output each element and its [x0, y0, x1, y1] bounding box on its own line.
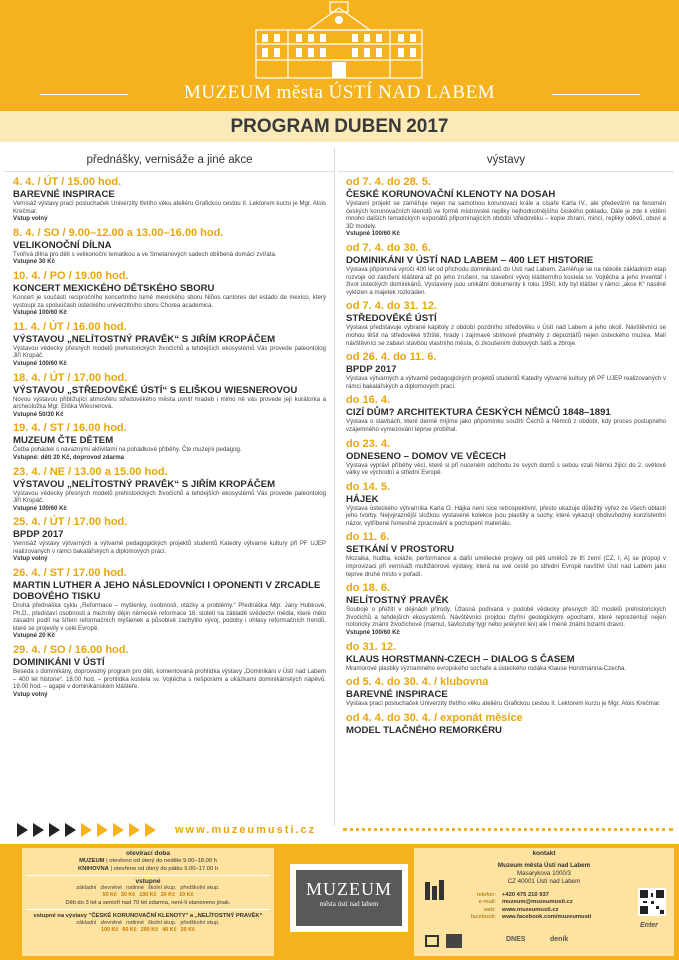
- hours-title: otevírací doba: [125, 850, 171, 857]
- contact-street: Masarykova 1000/3: [517, 870, 571, 877]
- hours-separator-2: [26, 909, 270, 910]
- right-item-desc: Mramorové plastiky významného evropského sochaře a ústeckého rodáka Klause Horstmanna-Czecha.: [346, 664, 627, 672]
- hours-library-text: | otevřeno od úterý do pátku 9.00–17.00 h: [110, 866, 219, 872]
- left-item-date: 25. 4. / ÚT / 17.00 hod.: [13, 516, 128, 529]
- left-item-note: Vstup volný: [13, 215, 48, 223]
- hours-museum-text: | otevřeno od úterý do neděle 9.00–18.00 h: [106, 858, 217, 864]
- right-item-date: do 14. 5.: [346, 480, 391, 493]
- left-item-note: Vstupné: děti 20 Kč, doprovod zdarma: [13, 453, 125, 461]
- opening-hours-box: [22, 848, 274, 956]
- right-item: [346, 712, 666, 736]
- left-item: [13, 270, 326, 317]
- price-label: školní skup.: [147, 920, 177, 926]
- right-item-desc: Výstava připomíná výročí 400 let od příchodu dominikánů do Ústí nad Labem. Zaměřuje se na několik základních etap rozvoje od založení kláštera až po jeho zrušení, na stavební vývoj klášterního kostela sv. Vojtěcha a jeho inventář i život ústeckých dominikánů. Vystaveny jsou unikátní dokumenty k roku 1950, kdy byl klášter v rámci „akce K“ násilně vyklizen a majetek rozkraden.: [346, 265, 666, 296]
- price-label: předškolní skup.: [180, 885, 220, 891]
- special-price-value: 40 Kč: [162, 927, 177, 933]
- contact-value[interactable]: www.muzeumusti.cz: [502, 906, 559, 913]
- contact-address: [414, 862, 674, 886]
- price-label: školní skup.: [147, 885, 177, 891]
- right-item: [346, 438, 666, 477]
- right-item-title: CIZÍ DŮM? ARCHITEKTURA ČESKÝCH NĚMCŮ 1848–1891: [346, 407, 611, 419]
- left-item-date: 10. 4. / PO / 19.00 hod.: [13, 269, 129, 282]
- left-item-date: 4. 4. / ÚT / 15.00 hod.: [13, 176, 122, 188]
- contact-values: [502, 892, 632, 922]
- right-item-desc: Výstava ústeckého výtvarníka Karla O. Hájka není sice retrospektivní, přesto ukazuje důležitý výřez ze všech oblastí jeho tvorby. Nejvýraznější složkou vystavené kolekce jsou plastiky a sochy, které vykazují obdivuhodný konzistentní názor, vytříbené řemeslné zpracování a pochopení materiálu.: [346, 504, 666, 527]
- contact-name: Muzeum města Ústí nad Labem: [497, 862, 591, 869]
- special-price-value: 200 Kč: [140, 927, 159, 933]
- left-item-note: Vstupné 50/30 Kč: [13, 410, 64, 418]
- right-item: [346, 481, 666, 528]
- price-value: 20 Kč: [160, 892, 176, 898]
- left-item-desc: Koncert je součástí recipročního koncertního turné mexického sboru Niños cantores del estado de mexico, který vystoupí za spoluúčasti ústeckého univerzitního sboru Chorea academica.: [13, 293, 326, 309]
- left-item-note: Vstupné 30 Kč: [13, 258, 55, 266]
- left-item: [13, 372, 326, 419]
- left-item-note: Vstupné 100/60 Kč: [13, 309, 67, 317]
- events-list: [5, 172, 334, 698]
- left-item-note: Vstupné 100/60 Kč: [13, 504, 67, 512]
- contact-city: CZ 40001 Ústí nad Labem: [507, 878, 581, 885]
- contact-value[interactable]: www.facebook.com/muzeumusti: [502, 914, 592, 921]
- contact-value[interactable]: +420 475 210 937: [502, 892, 549, 898]
- right-item-title: ČESKÉ KORUNOVAČNÍ KLENOTY NA DOSAH: [346, 189, 556, 200]
- special-admission-title: vstupné na výstavy "ČESKÉ KORUNOVAČNÍ KLENOTY" a „NELÍTOSTNÝ PRAVĚK“: [33, 913, 263, 919]
- hours-museum: [26, 857, 270, 865]
- right-item-date: do 16. 4.: [346, 394, 391, 407]
- right-item-desc: Výstava o stavbách, které denně míjíme jako připomínku soužití Čechů a Němců z období, kdy proces postupného vzájemného vymezování teprve probíhal.: [346, 418, 666, 433]
- right-item-title: SETKÁNÍ V PROSTORU: [346, 544, 455, 556]
- contact-title: kontakt: [532, 850, 556, 857]
- special-price-value: 20 Kč: [180, 927, 195, 933]
- left-item: [13, 321, 326, 368]
- left-item-title: KONCERT MEXICKÉHO DĚTSKÉHO SBORU: [13, 282, 215, 294]
- left-item: [13, 422, 326, 461]
- left-item-date: 23. 4. / NE / 13.00 a 15.00 hod.: [13, 465, 168, 478]
- left-item: [13, 466, 326, 513]
- contact-label: facebook:: [470, 914, 496, 921]
- program-bar: [0, 111, 679, 142]
- events-column: [5, 148, 335, 826]
- special-price-value: 100 Kč: [101, 927, 119, 933]
- right-item: [346, 582, 666, 636]
- price-label: základní: [76, 920, 97, 926]
- left-item-title: VÝSTAVOU „STŘEDOVĚKÉ ÚSTÍ“ S ELIŠKOU WIESNEROVOU: [13, 384, 298, 396]
- admission-title: vstupné: [135, 878, 161, 885]
- contact-label: e-mail:: [478, 899, 496, 906]
- right-item-date: od 26. 4. do 11. 6.: [346, 351, 437, 364]
- left-item-title: BAREVNÉ INSPIRACE: [13, 189, 115, 200]
- right-item-date: od 5. 4. do 30. 4. / klubovna: [346, 676, 489, 689]
- title-divider-right: [552, 94, 640, 95]
- right-item: [346, 531, 666, 578]
- left-item-desc: Četba pohádek s návaznými aktivitami na pohádkové příběhy. Čte muzejní pedagog.: [13, 446, 242, 454]
- special-price-value: 60 Kč: [122, 927, 137, 933]
- right-item-title: DOMINIKÁNI V ÚSTÍ NAD LABEM – 400 LET HISTORIE: [346, 254, 594, 266]
- right-item-date: od 7. 4. do 31. 12.: [346, 300, 438, 313]
- arrow-chevrons-icon: [17, 822, 167, 838]
- right-item-title: MODEL TLAČNÉHO REMORKÉRU: [346, 724, 502, 736]
- right-item-title: STŘEDOVĚKÉ ÚSTÍ: [346, 313, 437, 325]
- museum-building-icon: [248, 0, 430, 80]
- museum-title: MUZEUM města ÚSTÍ NAD LABEM: [183, 82, 496, 103]
- qr-code-icon[interactable]: [638, 888, 666, 918]
- hours-library-place: KNIHOVNA: [77, 866, 109, 872]
- enter-logo: Enter: [640, 922, 658, 929]
- right-item: [346, 300, 666, 347]
- left-item-desc: Druhá přednáška cyklu „Reformace – myšlenky, osobnosti, otázky a problémy.“ Přednáška Mgr. Jany Hubkové, Ph.D., představí osobnosti a mezníky dějin německé reformace 16. století na základě svědectví média, které mělo zásadní podíl na šíření reformačních myšlenek a působivě zachytilo vývoj, podoby i ohlasy reformačních trendů, které se projevily v celé Evropě.: [13, 602, 326, 632]
- price-value: 100 Kč: [139, 892, 157, 898]
- left-item-desc: Výstavou vědecky přesných modelů prehistorických živočichů a tehdejších ekosystémů Vás provede paleontolog Jiří Kropáč.: [13, 344, 326, 360]
- exhibitions-heading: výstavy: [338, 148, 674, 172]
- right-item-title: BAREVNÉ INSPIRACE: [346, 689, 448, 701]
- right-item: [346, 676, 666, 708]
- price-label: rodinné: [125, 920, 144, 926]
- price-label: předškolní skup.: [180, 920, 220, 926]
- exhibitions-list: [338, 172, 674, 736]
- hours-separator: [26, 875, 270, 876]
- price-label: zlevněné: [100, 920, 122, 926]
- left-item-note: Vstupné 100/60 Kč: [13, 359, 67, 367]
- left-item-title: MUZEUM ČTE DĚTEM: [13, 435, 114, 447]
- right-item-date: od 4. 4. do 30. 4. / exponát měsíce: [346, 711, 523, 724]
- right-item: [346, 176, 666, 238]
- right-item: [346, 351, 666, 390]
- right-item-date: do 23. 4.: [346, 437, 391, 450]
- left-item: [13, 567, 326, 640]
- left-item-title: DOMINIKÁNI V ÚSTÍ: [13, 657, 105, 669]
- right-item-note: Vstupné 100/60 Kč: [346, 230, 400, 238]
- contact-box: [414, 848, 674, 956]
- left-item-date: 8. 4. / SO / 9.00–12.00 a 13.00–16.00 hod.: [13, 226, 224, 239]
- web-row: [5, 822, 674, 840]
- price-label: základní: [76, 885, 97, 891]
- left-item-title: MARTIN LUTHER A JEHO NÁSLEDOVNÍCI I OPONENTI V ZRCADLE DOBOVÉHO TISKU: [13, 580, 321, 603]
- left-item-desc: Novou výstavou přibližující atmosféru středověkého města uvnitř hradeb i mimo ně vás provede její kurátorka a archeoložka Mgr. Eliška Wiesnerová.: [13, 395, 326, 411]
- left-item: [13, 516, 326, 563]
- right-item-desc: Výstava představuje vybrané kapitoly z období pozdního středověku v Ústí nad Labem a jeho okolí. Návštěvníci se mohou těšit na středověké tržiště, hrady i zajímavé sbírkové předměty z depozitářů nejen ústeckého muzea. Malí návštěvníci se zabaví stavbou vlastního města, či zkoušením dobových šatů a zbroje.: [346, 324, 666, 347]
- left-item: [13, 227, 326, 266]
- left-item-desc: Vernisáž výstavy prací posluchaček Univerzity třetího věku ateliéru Grafickou cestou II. Lektorem kurzu je Mgr. Alois Krečmar.: [13, 200, 326, 215]
- sever-logo-icon: [446, 934, 462, 948]
- left-item-desc: Vernisáž výstavy výtvarných a výtvarně pedagogických projektů studentů Katedry výtvarné kultury při PF UJEP realizovaných v rámci bakalářských a diplomových prací.: [13, 540, 326, 555]
- left-item: [13, 176, 326, 223]
- discount-note: Děti do 3 let a senioři nad 70 let zdarma, není-li stanoveno jinak.: [65, 900, 231, 906]
- right-item-title: NELÍTOSTNÝ PRAVĚK: [346, 595, 449, 607]
- right-item-date: od 7. 4. do 30. 6.: [346, 241, 431, 254]
- left-item-desc: Výstavou vědecky přesných modelů prehistorických živočichů a tehdejších ekosystémů Vás provede paleontolog Jiří Kropáč.: [13, 489, 326, 505]
- right-item-title: HÁJEK: [346, 493, 379, 505]
- left-item-title: VÝSTAVOU „NELÍTOSTNÝ PRAVĚK“ S JIŘÍM KROPÁČEM: [13, 333, 276, 345]
- denik-logo: deník: [550, 936, 569, 943]
- program-word: PROGRAM: [230, 116, 330, 137]
- left-item-date: 29. 4. / SO / 16.00 hod.: [13, 644, 129, 657]
- right-item-desc: Mozaika, hudba, koláže, performance a další umělecké projevy od pěti umělců ze tří zemí (CZ, I, A) se propojí v improvizaci při vernisáži multižánrové výstavy, která na své cestě po střední Evropě navštíví Ústí nad Labem jako teprve druhé místo v pořadí.: [346, 555, 666, 578]
- left-item-date: 19. 4. / ST / 16.00 hod.: [13, 422, 127, 435]
- right-item: [346, 641, 666, 673]
- left-item-date: 26. 4. / ST / 17.00 hod.: [13, 567, 127, 580]
- right-item: [346, 394, 666, 433]
- right-item-desc: Výstavní projekt se zaměřuje nejen na samotnou korunovaci krále a císaře Karla IV., ale především na fenomén českých korunovačních klenotů ve formě mistrovské repliky nejhodnotnějšího českého pokladu. Dále je zde k vidění mnoho dalších tematických exponátů připomínajících období středověku – kopie zbraní, mincí, repliky oděvů, obuvi a 3D modely.: [346, 200, 666, 230]
- price-value: 10 Kč: [179, 892, 194, 898]
- right-item-title: KLAUS HORSTMANN-CZECH – DIALOG S ČASEM: [346, 653, 575, 665]
- year: 2017: [406, 116, 449, 137]
- hours-library: [26, 865, 270, 873]
- logo-big-text: MUZEUM: [306, 879, 392, 899]
- month-word: DUBEN: [334, 116, 402, 137]
- right-item-desc: Výstava výtvarných a výtvarně pedagogických projektů studentů Katedry výtvarné kultury při PF UJEP realizovaných v rámci bakalářských a diplomových prací.: [346, 375, 666, 390]
- left-item-title: VELIKONOČNÍ DÍLNA: [13, 239, 112, 251]
- right-item-title: ODNESENO – DOMOV VE VĚCECH: [346, 450, 506, 462]
- left-item-title: VÝSTAVOU „NELÍTOSTNÝ PRAVĚK“ S JIŘÍM KROPÁČEM: [13, 478, 276, 490]
- header: [0, 0, 679, 142]
- price-labels: [26, 885, 270, 892]
- special-price-values: [26, 927, 270, 934]
- right-item-desc: Souboje o přežití v dějinách přírody. Úžasná podívaná v podobě vědecky přesných 3D modelů prehistorických živočichů a tehdejších ekosystémů. Návštěvníci projdou čtyřmi geologickými epochami, které reprezentují nejen notoricky známí živočichové (mamut, šavlozubý tygr nebo jeskynní lev) ale i méně známí bizarní dravci.: [346, 606, 666, 629]
- left-item-note: Vstup volný: [13, 690, 48, 698]
- special-price-labels: [26, 920, 270, 927]
- right-item: [346, 242, 666, 296]
- contact-labels: [462, 892, 496, 922]
- right-item-date: do 31. 12.: [346, 640, 397, 653]
- contact-value[interactable]: muzeum@muzeumusti.cz: [502, 899, 573, 906]
- partner-logo-icon: [424, 934, 440, 948]
- price-values: [26, 892, 270, 899]
- dnes-logo: DNES: [506, 936, 526, 943]
- right-item-desc: Výstava prací posluchaček Univerzity třetího věku ateliéru Grafickou cestou II. Lektorem kurzu je Mgr. Alois Krečmar.: [346, 700, 661, 708]
- right-item-date: do 18. 6.: [346, 582, 391, 595]
- price-label: rodinné: [125, 885, 144, 891]
- left-item: [13, 644, 326, 698]
- left-item-date: 18. 4. / ÚT / 17.00 hod.: [13, 371, 128, 384]
- left-item-date: 11. 4. / ÚT / 16.00 hod.: [13, 320, 127, 333]
- right-item-desc: Výstava vypráví příběhy věcí, které si při nuceném odchodu ze svých domů s sebou vzali Němci žijící do 2. světové války ve východní a střední Evropě.: [346, 461, 666, 477]
- left-item-note: Vstupné 20 Kč: [13, 632, 55, 640]
- website-link[interactable]: www.muzeumusti.cz: [175, 824, 317, 836]
- exhibitions-column: [338, 148, 674, 826]
- museum-logo: [290, 864, 408, 932]
- price-value: 30 Kč: [120, 892, 136, 898]
- right-item-note: Vstupné 100/60 Kč: [346, 629, 400, 637]
- left-item-desc: Beseda s dominikány, doprovodný program pro děti, komentovaná prohlídka výstavy „Dominikáni v Ústí nad Labem – 400 let historie“. 18.00 hod. – prohlídka kostela sv. Vojtěcha s nešporami a ukázkami dominikánských nápěvů. 19.00 hod. – agapé v dominikánském klášteře.: [13, 668, 326, 691]
- left-item-desc: Tvořivá dílna pro děti s velikonoční tematikou a ve Smetanových sadech oblíbená domácí zvířata.: [13, 250, 277, 258]
- contact-label: telefon:: [476, 892, 496, 898]
- hours-museum-place: MUZEUM: [79, 858, 105, 864]
- footer: [0, 844, 679, 960]
- price-label: zlevněné: [100, 885, 122, 891]
- logo-small-text: města ústí nad labem: [319, 900, 379, 908]
- price-value: 50 Kč: [102, 892, 117, 898]
- dotted-divider: [343, 828, 673, 832]
- right-item-title: BPDP 2017: [346, 364, 397, 376]
- left-item-title: BPDP 2017: [13, 529, 64, 541]
- logo-panel: [296, 870, 402, 926]
- right-item-date: do 11. 6.: [346, 531, 390, 544]
- left-item-note: Vstup volný: [13, 555, 48, 563]
- contact-label: web:: [483, 906, 496, 913]
- right-item-date: od 7. 4. do 28. 5.: [346, 176, 431, 188]
- events-heading: přednášky, vernisáže a jiné akce: [5, 148, 334, 172]
